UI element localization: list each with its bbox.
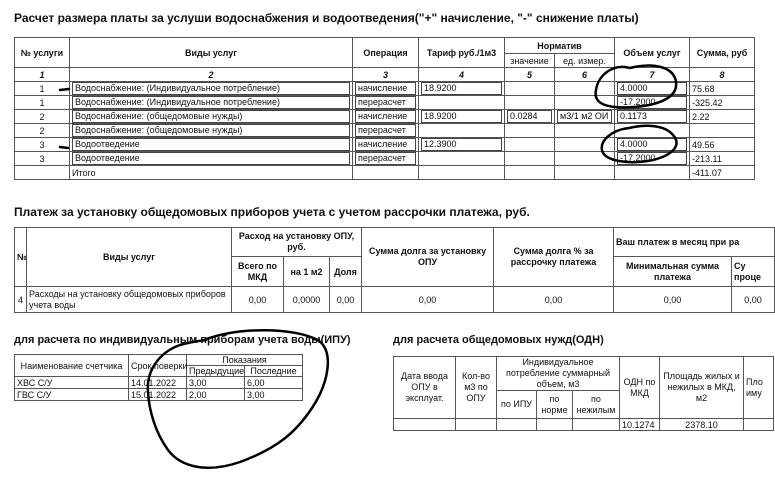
header-opu-volume: Кол-во м3 по ОПУ (456, 357, 497, 419)
row-norm-value: 0.0284 (505, 110, 555, 124)
row-readings-prev: 3,00 (187, 377, 245, 389)
header-service-type: Виды услуг (27, 228, 232, 287)
row-sum: -325.42 (690, 96, 755, 110)
row-by-norm (537, 419, 573, 431)
row-norm-unit (555, 166, 615, 180)
row-meter-name: ХВС С/У (15, 377, 129, 389)
row-sum: 49.56 (690, 138, 755, 152)
row-norm-value (505, 138, 555, 152)
header-total-mkd: Всего по МКД (232, 257, 284, 287)
header-meter-name: Наименование счетчика (15, 355, 129, 377)
header-readings-last: Последние (245, 366, 303, 377)
header-norm-value: значение (505, 54, 555, 68)
header-debt-percent: Сумма долга % за рассрочку платежа (494, 228, 614, 287)
header-share: Доля (330, 257, 362, 287)
row-non-residential (573, 419, 620, 431)
header-service-num: № услуги (15, 38, 70, 68)
row-sum: -213.11 (690, 152, 755, 166)
header-verification-date: Срок поверки (129, 355, 187, 377)
header-per-m2: на 1 м2 (284, 257, 330, 287)
section-title-ipu: для расчета по индивидуальным приборам учета воды(ИПУ) (14, 334, 351, 346)
row-service-type: Расходы на установку общедомовых приборов учета воды (27, 287, 232, 313)
row-volume: 0.1173 (615, 110, 690, 124)
ipu-meters-table (14, 354, 303, 401)
header-odn: ОДН по МКД (620, 357, 660, 419)
header-by-ipu: по ИПУ (497, 391, 537, 419)
row-opu-volume (456, 419, 497, 431)
row-service-type: Водоотведение (70, 152, 353, 166)
row-volume (615, 166, 690, 180)
table-row (15, 138, 755, 152)
row-by-ipu (497, 419, 537, 431)
row-sum: 75.68 (690, 82, 755, 96)
row-service-type: Водоотведение (70, 138, 353, 152)
row-volume (615, 124, 690, 138)
row-norm-value (505, 152, 555, 166)
table-row-total (15, 166, 755, 180)
column-number: 7 (615, 68, 690, 82)
header-sum: Сумма, руб (690, 38, 755, 68)
header-debt: Сумма долга за установку ОПУ (362, 228, 494, 287)
header-by-norm: по норме (537, 391, 573, 419)
column-number: 2 (70, 68, 353, 82)
header-tariff: Тариф руб./1м3 (419, 38, 505, 68)
row-norm-unit (555, 82, 615, 96)
column-number: 3 (353, 68, 419, 82)
header-service-type: Виды услуг (70, 38, 353, 68)
table-row (15, 96, 755, 110)
row-norm-unit: м3/1 м2 ОИ (555, 110, 615, 124)
column-number: 8 (690, 68, 755, 82)
row-share: 0,00 (330, 287, 362, 313)
header-operation: Операция (353, 38, 419, 68)
column-number: 6 (555, 68, 615, 82)
row-volume: -17.2000 (615, 96, 690, 110)
row-per-m2: 0,0000 (284, 287, 330, 313)
row-total-sum: -411.07 (690, 166, 755, 180)
header-monthly-payment: Ваш платеж в месяц при ра (614, 228, 775, 257)
row-num: 4 (15, 287, 27, 313)
water-charges-table (14, 37, 755, 180)
row-norm-value (505, 166, 555, 180)
row-operation: начисление (353, 82, 419, 96)
table-row (15, 152, 755, 166)
row-tariff (419, 96, 505, 110)
table-row (394, 419, 774, 431)
section-title-water-calc: Расчет размера платы за услуши водоснабжения и водоотведения("+" начисление, "-" снижение платы) (14, 11, 639, 25)
row-tariff (419, 152, 505, 166)
header-install-expense: Расход на установку ОПУ, руб. (232, 228, 362, 257)
row-service-type: Водоснабжение: (общедомовые нужды) (70, 110, 353, 124)
row-area: 2378.10 (660, 419, 744, 431)
table-row (15, 124, 755, 138)
row-min-payment: 0,00 (614, 287, 732, 313)
row-service-num: 1 (15, 82, 70, 96)
row-norm-value (505, 96, 555, 110)
row-norm-unit (555, 96, 615, 110)
row-norm-value (505, 82, 555, 96)
column-number: 4 (419, 68, 505, 82)
row-volume: 4.0000 (615, 138, 690, 152)
row-service-type: Водоснабжение: (общедомовые нужды) (70, 124, 353, 138)
row-operation: перерасчет (353, 152, 419, 166)
section-title-odn: для расчета общедомовых нужд(ОДН) (393, 334, 604, 346)
header-volume: Объем услуг (615, 38, 690, 68)
row-volume: -17.2000 (615, 152, 690, 166)
row-readings-last: 6,00 (245, 377, 303, 389)
row-service-num: 1 (15, 96, 70, 110)
table-row (15, 377, 303, 389)
row-meter-name: ГВС С/У (15, 389, 129, 401)
header-area: Площадь жилых и нежилых в МКД, м2 (660, 357, 744, 419)
table-row (15, 110, 755, 124)
row-tariff: 12.3900 (419, 138, 505, 152)
header-norm-unit: ед. измер. (555, 54, 615, 68)
row-service-num: 3 (15, 138, 70, 152)
row-interest: 0,00 (732, 287, 775, 313)
row-service-num: 2 (15, 110, 70, 124)
meter-installation-table (14, 227, 775, 313)
table-row (15, 287, 775, 313)
header-readings-prev: Предыдущие (187, 366, 245, 377)
row-norm-unit (555, 138, 615, 152)
row-odn: 10.1274 (620, 419, 660, 431)
row-debt-percent: 0,00 (494, 287, 614, 313)
header-commission-date: Дата ввода ОПУ в эксплуат. (394, 357, 456, 419)
column-number: 5 (505, 68, 555, 82)
row-commission-date (394, 419, 456, 431)
row-service-type: Водоснабжение: (Индивидуальное потребление) (70, 82, 353, 96)
row-operation: перерасчет (353, 96, 419, 110)
row-debt: 0,00 (362, 287, 494, 313)
row-service-type: Водоснабжение: (Индивидуальное потребление) (70, 96, 353, 110)
row-verification-date: 14.01.2022 (129, 377, 187, 389)
header-min-payment: Минимальная сумма платежа (614, 257, 732, 287)
row-tariff: 18.9200 (419, 82, 505, 96)
header-num: № (15, 228, 27, 287)
row-total-label: Итого (70, 166, 353, 180)
row-tariff (419, 124, 505, 138)
row-norm-unit (555, 124, 615, 138)
header-norm: Норматив (505, 38, 615, 54)
odn-table (393, 356, 774, 431)
header-non-residential: по нежилым (573, 391, 620, 419)
header-property-area: Пло иму (744, 357, 774, 419)
table-row (15, 389, 303, 401)
row-operation (353, 166, 419, 180)
section-title-meter-install: Платеж за установку общедомовых приборов учета с учетом рассрочки платежа, руб. (14, 205, 530, 219)
row-tariff: 18.9200 (419, 110, 505, 124)
column-number: 1 (15, 68, 70, 82)
row-norm-value (505, 124, 555, 138)
row-service-num: 2 (15, 124, 70, 138)
header-interest: Су проце (732, 257, 775, 287)
row-volume: 4.0000 (615, 82, 690, 96)
row-verification-date: 15.01.2022 (129, 389, 187, 401)
header-individual-consumption: Индивидуальное потребление суммарный объем, м3 (497, 357, 620, 391)
row-operation: начисление (353, 138, 419, 152)
row-tariff (419, 166, 505, 180)
row-operation: перерасчет (353, 124, 419, 138)
row-sum (690, 124, 755, 138)
row-readings-prev: 2,00 (187, 389, 245, 401)
row-sum: 2.22 (690, 110, 755, 124)
row-norm-unit (555, 152, 615, 166)
row-operation: начисление (353, 110, 419, 124)
table-row (15, 82, 755, 96)
row-property-area (744, 419, 774, 431)
row-total-mkd: 0,00 (232, 287, 284, 313)
row-service-num (15, 166, 70, 180)
row-service-num: 3 (15, 152, 70, 166)
header-readings: Показания (187, 355, 303, 366)
row-readings-last: 3,00 (245, 389, 303, 401)
